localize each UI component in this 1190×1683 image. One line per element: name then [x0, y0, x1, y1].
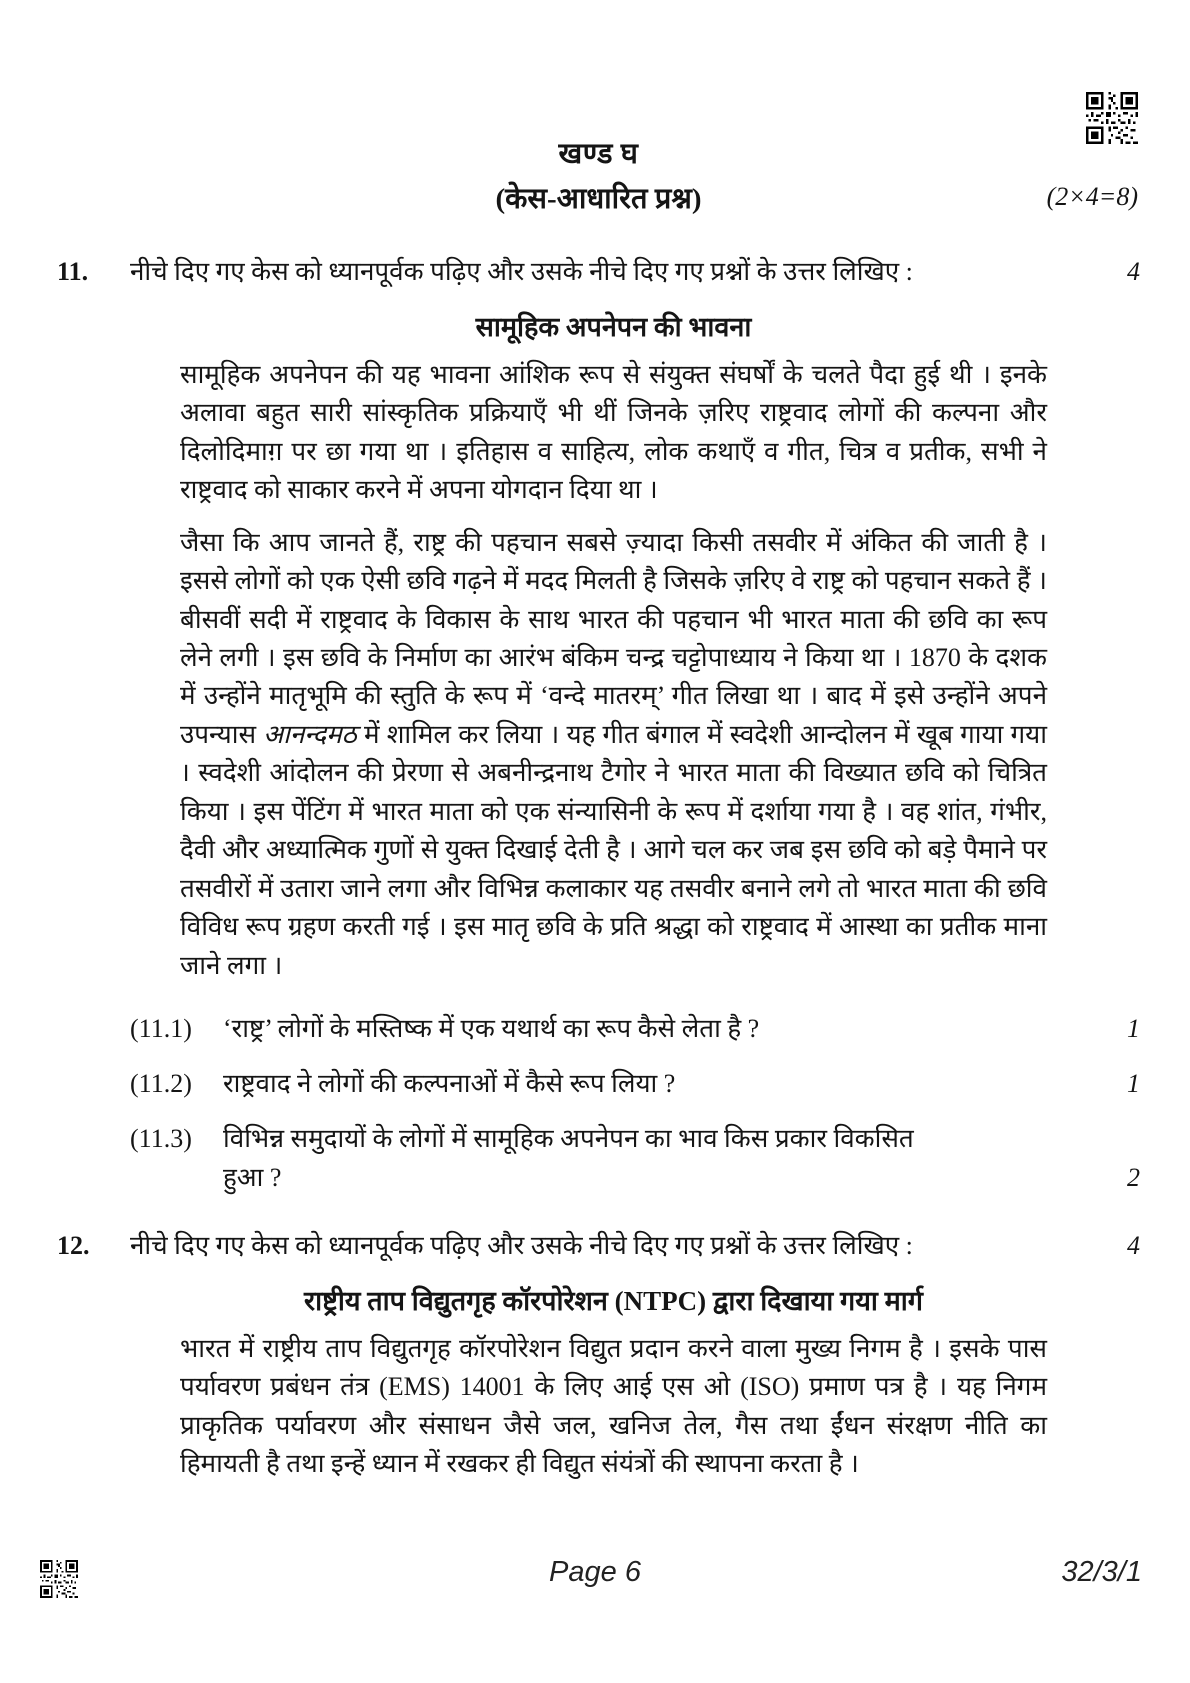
- sub-question-11-3-marks: 2: [1127, 1163, 1140, 1193]
- section-subtitle: (केस-आधारित प्रश्न): [495, 183, 702, 215]
- case-11-paragraph-2: [180, 524, 1047, 986]
- section-marks: (2×4=8): [1046, 182, 1138, 211]
- question-12-marks: 4: [1127, 1231, 1140, 1261]
- sub-question-11-3-text: विभिन्न समुदायों के लोगों में सामूहिक अपनेपन का भाव किस प्रकार विकसित हुआ ?: [223, 1124, 914, 1193]
- section-title: खण्ड घ: [558, 138, 639, 170]
- footer-paper-code: 32/3/1: [1061, 1556, 1142, 1588]
- novel-name-italic: आनन्दमठ: [263, 719, 357, 749]
- question-11-number: 11.: [57, 257, 89, 286]
- sub-question-11-2-text: राष्ट्रवाद ने लोगों की कल्पनाओं में कैसे रूप लिया ?: [223, 1069, 676, 1099]
- question-11-intro: नीचे दिए गए केस को ध्यानपूर्वक पढ़िए और उसके नीचे दिए गए प्रश्नों के उत्तर लिखिए :: [130, 257, 913, 286]
- sub-question-11-1-number: (11.1): [130, 1014, 192, 1044]
- question-11-intro-row: [57, 253, 1140, 291]
- sub-question-11-2-marks: 1: [1127, 1069, 1140, 1099]
- footer-page-label: Page 6: [549, 1556, 641, 1588]
- section-subtitle-row: [57, 178, 1140, 217]
- question-12-intro: नीचे दिए गए केस को ध्यानपूर्वक पढ़िए और उसके नीचे दिए गए प्रश्नों के उत्तर लिखिए :: [130, 1231, 913, 1261]
- case-11-paragraph-1: सामूहिक अपनेपन की यह भावना आंशिक रूप से संयुक्त संघर्षों के चलते पैदा हुई थी । इनके अलावा बहुत सारी सांस्कृतिक प्रक्रियाएँ भी थीं जिनके ज़रिए राष्ट्रवाद लोगों की कल्पना और दिलोदिमाग़ पर छा गया था । इतिहास व साहित्य, लोक कथाएँ व गीत, चित्र व प्रतीक, सभी ने राष्ट्रवाद को साकार करने में अपना योगदान दिया था ।: [180, 359, 1047, 505]
- sub-question-11-3-number: (11.3): [130, 1124, 192, 1154]
- case-12-title: राष्ट्रीय ताप विद्युतगृह कॉरपोरेशन (NTPC) द्वारा दिखाया गया मार्ग: [304, 1285, 923, 1316]
- case-11-paragraph-2-part-a: जैसा कि आप जानते हैं, राष्ट्र की पहचान सबसे ज़्यादा किसी तसवीर में अंकित की जाती है । इससे लोगों को एक ऐसी छवि गढ़ने में मदद मिलती है जिसके ज़रिए वे राष्ट्र को पहचान सकते हैं । बीसवीं सदी में राष्ट्रवाद के विकास के साथ भारत की पहचान भी भारत माता की छवि का रूप लेने लगी । इस छवि के निर्माण का आरंभ बंकिम चन्द्र चट्टोपाध्याय ने किया था । 1870 के दशक में उन्होंने मातृभूमि की स्तुति के रूप में ‘वन्दे मातरम्’ गीत लिखा था । बाद में इसे उन्होंने अपने उपन्यास: [180, 527, 1047, 749]
- question-12-number: 12.: [57, 1231, 90, 1261]
- case-12-paragraph-1: भारत में राष्ट्रीय ताप विद्युतगृह कॉरपोरेशन विद्युत प्रदान करने वाला मुख्य निगम है । इसके पास पर्यावरण प्रबंधन तंत्र (EMS) 14001 के लिए आई एस ओ (ISO) प्रमाण पत्र है । यह निगम प्राकृतिक पर्यावरण और संसाधन जैसे जल, खनिज तेल, गैस तथा ईंधन संरक्षण नीति का हिमायती है तथा इन्हें ध्यान में रखकर ही विद्युत संयंत्रों की स्थापना करता है ।: [180, 1333, 1047, 1479]
- case-11-paragraph-2-part-b: में शामिल कर लिया । यह गीत बंगाल में स्वदेशी आन्दोलन में खूब गाया गया । स्वदेशी आंदोलन की प्रेरणा से अबनीन्द्रनाथ टैगोर ने भारत माता की विख्यात छवि को चित्रित किया । इस पेंटिंग में भारत माता को एक संन्यासिनी के रूप में दर्शाया गया है । वह शांत, गंभीर, दैवी और अध्यात्मिक गुणों से युक्त दिखाई देती है । आगे चल कर जब इस छवि को बड़े पैमाने पर तसवीरों में उतारा जाने लगा और विभिन्न कलाकार यह तसवीर बनाने लगे तो भारत माता की छवि विविध रूप ग्रहण करती गई । इस मातृ छवि के प्रति श्रद्धा को राष्ट्रवाद में आस्था का प्रतीक माना जाने लगा ।: [180, 719, 1047, 980]
- sub-question-11-1-row: [130, 1009, 1140, 1048]
- case-11-title: सामूहिक अपनेपन की भावना: [475, 311, 752, 342]
- sub-question-11-2-number: (11.2): [130, 1069, 192, 1099]
- sub-question-11-3-row: [130, 1119, 1140, 1197]
- sub-question-11-2-row: [130, 1064, 1140, 1103]
- question-12-intro-row: [57, 1227, 1140, 1265]
- sub-question-11-1-text: ‘राष्ट्र’ लोगों के मस्तिष्क में एक यथार्थ का रूप कैसे लेता है ?: [223, 1014, 760, 1044]
- page-content: [57, 0, 1140, 1484]
- sub-question-11-1-marks: 1: [1127, 1014, 1140, 1044]
- question-11-marks: 4: [1127, 257, 1140, 286]
